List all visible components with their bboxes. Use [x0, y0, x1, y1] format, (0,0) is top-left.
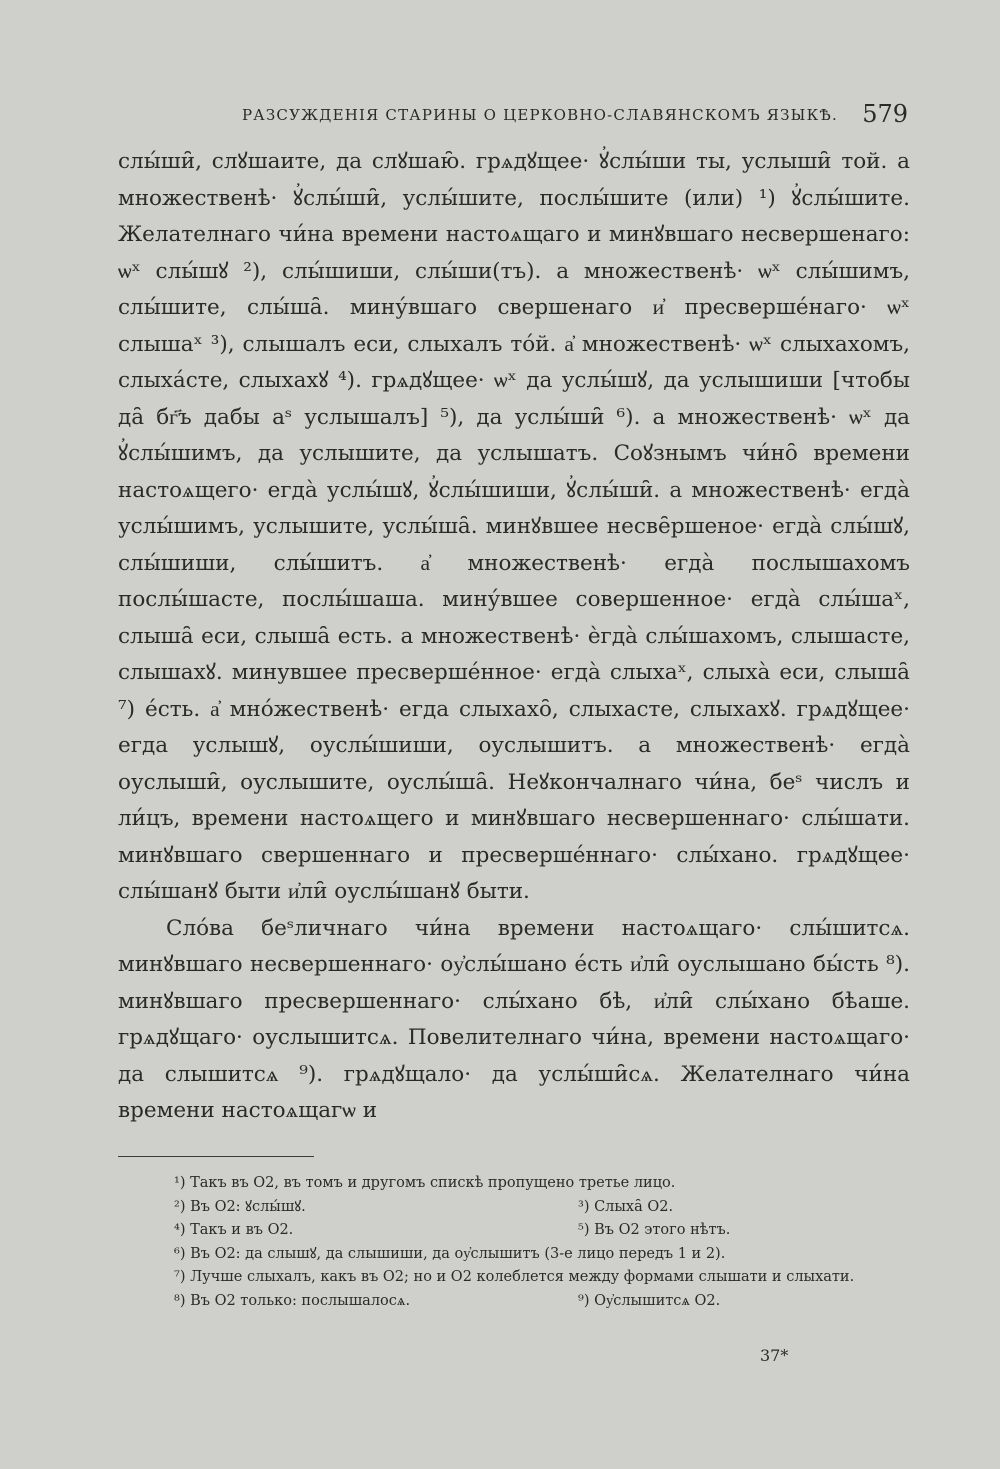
footnote-7: [118, 1266, 910, 1290]
footnote-2: ²) Въ О2: ꙋслы́шꙋ.: [174, 1198, 306, 1215]
main-text: [118, 144, 910, 1130]
footnote-6: ⁶) Въ О2: да слышꙋ, да слышиши, да оу҆слышитъ (3-е лицо передъ 1 и 2).: [174, 1245, 726, 1262]
running-head: [118, 100, 908, 134]
footnote-3: ³) Слыха̑ О2.: [578, 1198, 674, 1215]
page-number: 579: [862, 100, 908, 128]
footnote-1: ¹) Такъ въ О2, въ томъ и другомъ спискѣ пропущено третье лицо.: [174, 1175, 676, 1191]
footnote-line: [118, 1219, 910, 1243]
printer-signature: 37*: [760, 1346, 789, 1365]
footnote-divider: [118, 1156, 314, 1157]
footnote-line: [118, 1196, 910, 1220]
footnote-line: [118, 1290, 910, 1314]
footnote-line: [118, 1172, 910, 1196]
footnote-5: ⁵) Въ О2 этого нѣтъ.: [578, 1222, 731, 1238]
footnote-7-text: ⁷) Лучше слыхалъ, какъ въ О2; но и О2 колеблется между формами слышати и слыхати.: [174, 1269, 855, 1285]
footnote-9: ⁹) Оу҆слышитсѧ О2.: [578, 1292, 721, 1309]
paragraph: Сло́ва беˢличнаго чи́на времени настоѧщаго· слы́шитсѧ. минꙋвшаго несвершеннаго· оу҆слы́шано е́сть и҆ли̑ оуслышано бы́сть ⁸). минꙋвшаго пресвершеннаго· слы́хано бѣ, и҆ли̑ слы́хано бѣаше. грѧдꙋщаго· оуслышитсѧ. Повелителнаго чи́на, времени настоѧщаго· да слышитсѧ ⁹). грѧдꙋщало· да услы́ши̑сѧ. Желателнаго чи́на времени настоѧщагѡ и: [118, 915, 910, 1123]
paragraph: слы́ши̑, слꙋшаите, да слꙋшаю̑. грѧдꙋщее· ꙋ҆слы́ши ты, услыши̑ той. а множественѣ· ꙋ҆слы́ши̑, услы́шите, послы́шите (или) ¹) ꙋ҆слы́шите. Желателнаго чи́на времени настоѧщаго и минꙋвшаго несвершенаго: ѡˣ слы́шꙋ ²), слы́шиши, слы́ши(тъ). а множественѣ· ѡˣ слы́шимъ, слы́шите, слы́ша̑. мину́вшаго свершенаго и҆ пресверше́наго· ѡˣ слышаˣ ³), слышалъ еси, слыхалъ то́й. а҆ множественѣ· ѡˣ слыхахомъ, слыха́сте, слыхахꙋ ⁴). грѧдꙋщее· ѡˣ да услы́шꙋ, да услышиши [чтобы да̑ бг҃ъ дабы аˢ услышалъ] ⁵), да услы́ши̑ ⁶). а множественѣ· ѡˣ да ꙋ҆слы́шимъ, да услышите, да услышатъ. Соꙋзнымъ чи́но̑ времени настоѧщего· егда̀ услы́шꙋ, ꙋ҆слы́шиши, ꙋ҆слы́ши̑. а множественѣ· егда̀ услы́шимъ, услышите, услы́ша̑. минꙋвшее несве̑ршеное· егда̀ слы́шꙋ, слы́шиши, слы́шитъ. а҆ множественѣ· егда̀ послышахомъ послы́шасте, послы́шаша. мину́вшее совершенное· егда̀ слы́шаˣ, слыша̑ еси, слыша̑ есть. а множественѣ· ѐгда̀ слы́шахомъ, слышасте, слышахꙋ. минувшее пресверше́нное· егда̀ слыхаˣ, слыха̀ еси, слыша̑ ⁷) е́сть. а҆ мно́жественѣ· егда слыхахо̑, слыхасте, слыхахꙋ. грѧдꙋщее· егда услышꙋ, оуслы́шиши, оуслышитъ. а множественѣ· егда̀ оуслыши̑, оуслышите, оуслы́ша̑. Неꙋкончалнаго чи́на, беˢ числъ и ли́цъ, времени настоѧщего и минꙋвшаго несвершеннаго· слы́шати. минꙋвшаго свершеннаго и пресверше́ннаго· слы́хано. грѧдꙋщее· слы́шанꙋ быти и҆ли̑ оуслы́шанꙋ быти.: [118, 149, 910, 904]
footnote-line: [118, 1243, 910, 1267]
footnotes: [118, 1172, 910, 1313]
footnote-4: ⁴) Такъ и въ О2.: [174, 1222, 294, 1238]
running-title: РАЗСУЖДЕНІЯ СТАРИНЫ О ЦЕРКОВНО-СЛАВЯНСКОМЪ ЯЗЫКѢ.: [242, 106, 839, 124]
footnote-8: ⁸) Въ О2 только: послышалосѧ.: [174, 1292, 411, 1309]
